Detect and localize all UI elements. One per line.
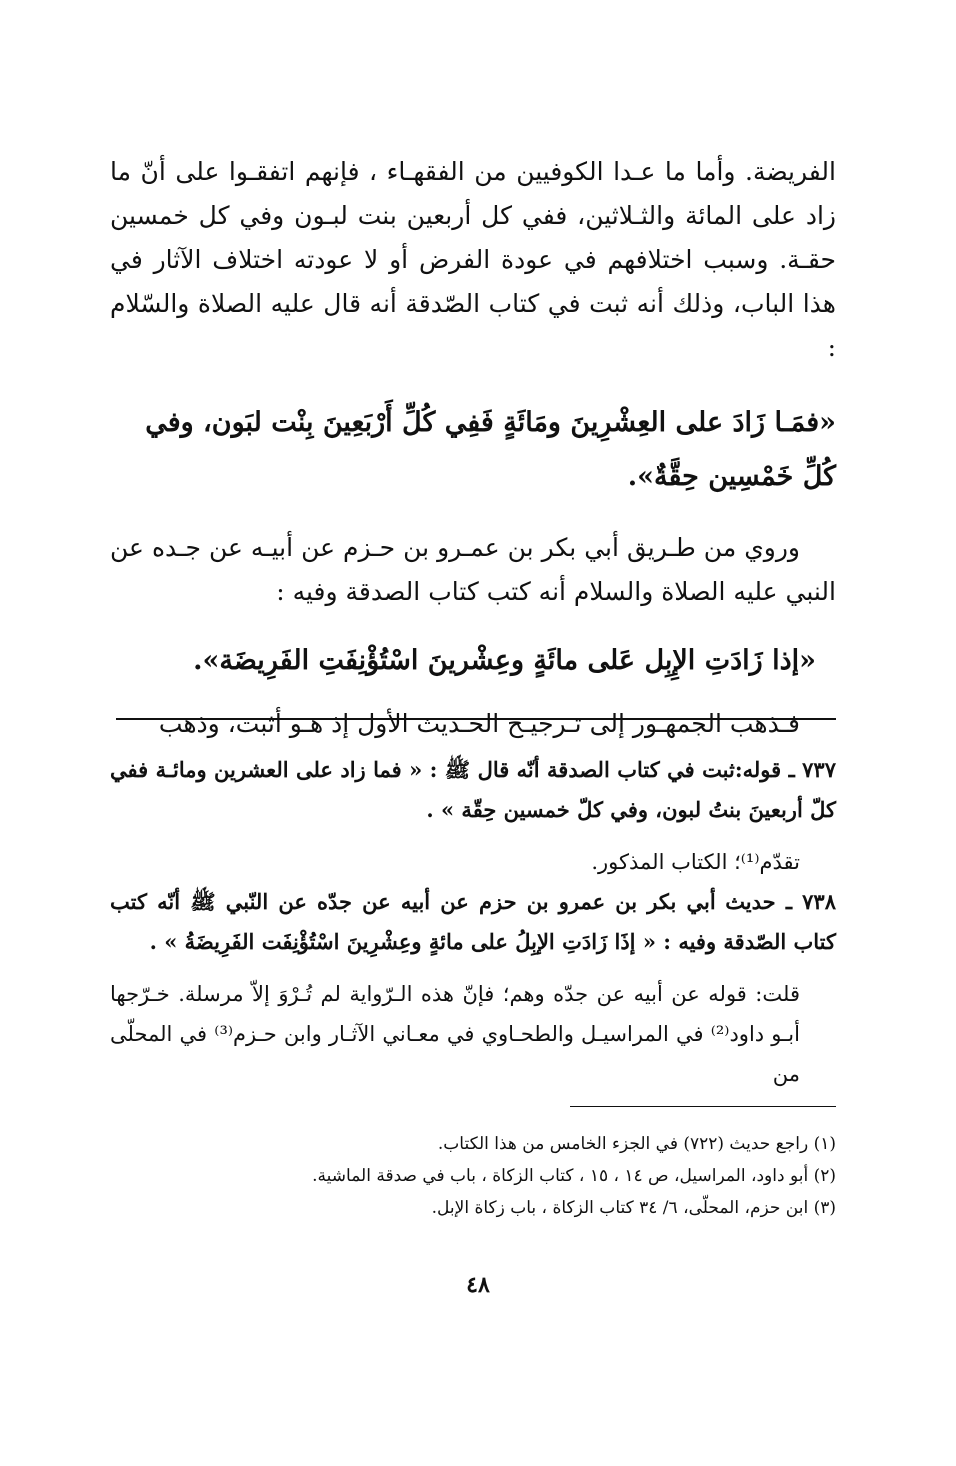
note-737-comment: تقدّم⁽¹⁾؛ الكتاب المذكور.: [591, 850, 800, 874]
footnote-3: (٣) ابن حزم، المحلّى، ٦/ ٣٤ كتاب الزكاة ، باب زكاة الإبل.: [431, 1198, 836, 1218]
note-738-comment: قلت: قوله عن أبيه عن جدّه وهم؛ فإنّ هذه الـرّواية لم تُـرْوَ إلاّ مرسلة. خـرّجها أبـو داود⁽²⁾ في المراسيـل والطحـاوي في معـاني الآثـار وابن حـزم⁽³⁾ في المحلّى من: [110, 982, 800, 1086]
paragraph-3: فـذهب الجمهـور إلى تـرجيـح الحـديث الأول إذ هـو أثبت، وذهب: [158, 709, 800, 738]
note-737-label: ٧٣٧ ـ قوله:: [734, 757, 836, 782]
paragraph-1: الفريضة. وأما ما عـدا الكوفيين من الفقهـاء ، فإنهم اتفقـوا على أنّ ما زاد على المائة والثـلاثين، ففي كل أربعين بنت لبـون وفي كل خمسين حقـة. وسبب اختلافهم في عودة الفرض أو لا عودته اختلاف الآثار في هذا الباب، وذلك أنه ثبت في كتاب الصّدقة أنه قال عليه الصلاة والسّلام :: [110, 157, 836, 362]
note-737-text: ثبت في كتاب الصدقة أنّه قال ﷺ : « فما زاد على العشرين ومائـة ففي كلّ أربعينَ بنتُ لبون، وفي كلّ خمسين حِقّة » .: [110, 757, 836, 822]
footnote-2: (٢) أبو داود، المراسيل، ص ١٤ ، ١٥ ، كتاب الزكاة ، باب في صدقة الماشية.: [312, 1166, 836, 1186]
note-737: [110, 750, 836, 830]
footnote-divider: [570, 1106, 836, 1107]
commentary: [110, 750, 836, 1094]
main-divider: [116, 718, 836, 720]
note-738-label: ٧٣٨ ـ حديث: [725, 889, 836, 914]
hadith-quote-1: «فمَـا زَادَ على العِشْرِينَ ومَائَةٍ فَفِي كُلِّ أَرْبَعِينَ بِنْت لبَون، وفي كُلِّ خَمْسِين حِقَّةٌ».: [145, 407, 836, 492]
footnotes: [260, 1128, 836, 1224]
hadith-quote-2: «إذا زَادَتِ الإِبِل عَلى مائَةٍ وعِشْرينَ اسْتُؤْنِفَتِ الفَرِيضَة».: [193, 645, 816, 676]
main-text: [110, 150, 836, 746]
footnote-1: (١) راجع حديث (٧٢٢) في الجزء الخامس من هذا الكتاب.: [437, 1134, 836, 1154]
page-number: ٤٨: [466, 1272, 490, 1298]
note-738: [110, 882, 836, 962]
paragraph-2: وروي من طـريق أبي بكر بن عمـرو بن حـزم عن أبيـه عن جـده عن النبي عليه الصلاة والسلام أنه كتب كتاب الصدقة وفيه :: [110, 533, 836, 606]
note-738-text: أبي بكر بن عمرو بن حزم عن أبيه عن جدّه عن النّبي ﷺ أنّه كتب كتاب الصّدقة وفيه : « إذَا زَادَتِ الإبِلُ على مائةٍ وعِشْرِينَ اسْتُؤْنِفَت الفَرِيضَةُ » .: [110, 889, 836, 954]
